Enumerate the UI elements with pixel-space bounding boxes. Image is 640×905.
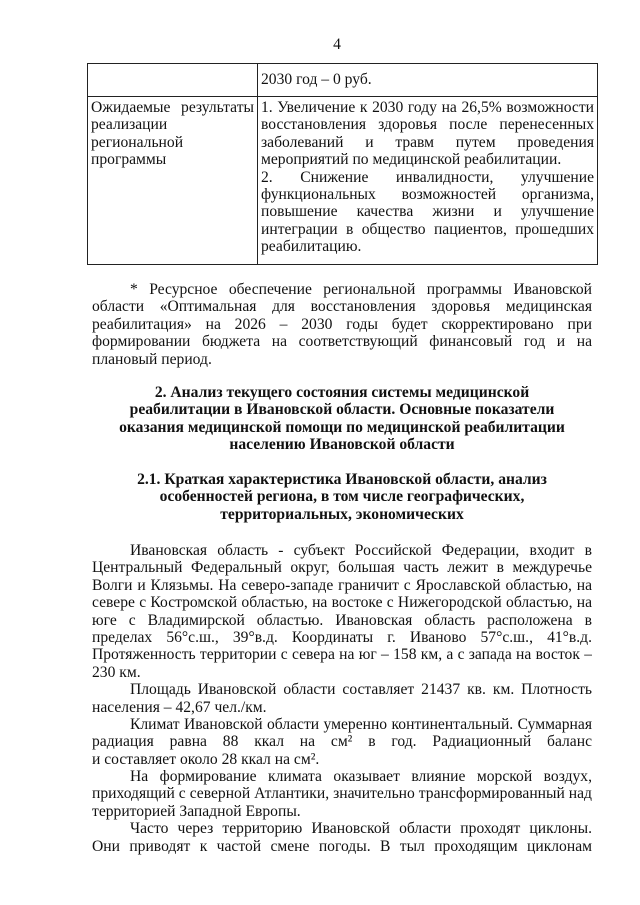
paragraph	[92, 716, 592, 768]
footnote-line: реабилитация» на 2026 – 2030 годы будет скорректировано при	[92, 315, 592, 333]
heading-line: территориальных, экономических	[220, 505, 464, 523]
paragraph-line: Ивановская область - субъект Российской Федерации, входит в	[130, 542, 592, 559]
paragraph-line: На формирование климата оказывает влияние морской воздух,	[130, 768, 592, 786]
footnote-line: области «Оптимальная для восстановления здоровья медицинская	[92, 298, 592, 316]
cell-line: региональной	[91, 133, 184, 151]
paragraph-line: территорией Западной Европы.	[92, 802, 301, 820]
cell-line: программы	[91, 151, 167, 169]
subsection-heading	[92, 471, 592, 523]
cell-line: 2030 год – 0 руб.	[261, 71, 372, 88]
heading-line: населению Ивановской области	[229, 436, 455, 454]
paragraph	[92, 681, 592, 716]
paragraph-line: Часто через территорию Ивановской области проходят циклоны.	[130, 820, 592, 838]
table-row	[88, 97, 598, 265]
paragraph	[92, 768, 592, 820]
paragraph-line: пределах 56°с.ш., 39°в.д. Координаты г. Иваново 57°с.ш., 41°в.д.	[92, 628, 592, 646]
footnote-line: * Ресурсное обеспечение региональной программы Ивановской	[130, 281, 592, 298]
table-cell-label	[88, 64, 258, 97]
heading-line: оказания медицинской помощи по медицинской реабилитации	[119, 418, 565, 436]
table-cell-value	[258, 64, 598, 97]
paragraph-line: юге с Владимирской областью. Ивановская область расположена в	[92, 611, 592, 629]
paragraph	[92, 542, 592, 681]
cell-line: Ожидаемые результаты	[91, 99, 254, 116]
cell-line: реализации	[91, 116, 168, 134]
table-cell-value	[258, 97, 598, 265]
cell-line: интеграции в общество пациентов, прошедших	[261, 220, 594, 238]
paragraph-line: радиация равна 88 ккал на см² в год. Радиационный баланс	[92, 733, 592, 751]
heading-line: 2.1. Краткая характеристика Ивановской области, анализ	[137, 471, 547, 488]
body-text	[92, 542, 592, 855]
heading-line: 2. Анализ текущего состояния системы медицинской	[154, 384, 530, 401]
heading-line: реабилитации в Ивановской области. Основные показатели	[129, 401, 555, 419]
page-number: 4	[333, 36, 341, 53]
cell-line: повышение качества жизни и улучшение	[261, 203, 594, 221]
cell-line: заболеваний и травм путем проведения	[261, 133, 594, 151]
paragraph-line: 230 км.	[92, 663, 141, 681]
footnote-line: формировании бюджета на соответствующий финансовый год и на	[92, 333, 592, 351]
cell-line: функциональных возможностей организма,	[261, 185, 594, 203]
cell-line: реабилитацию.	[261, 238, 362, 256]
cell-line: 2. Снижение инвалидности, улучшение	[261, 168, 594, 186]
paragraph-line: и составляет около 28 ккал на см².	[92, 750, 320, 768]
cell-line: 1. Увеличение к 2030 году на 26,5% возможности	[261, 99, 594, 116]
paragraph-line: Площадь Ивановской области составляет 21437 кв. км. Плотность	[130, 681, 592, 699]
table-row	[88, 64, 598, 97]
paragraph-line: Волги и Клязьмы. На северо-западе граничит с Ярославской областью, на	[92, 576, 592, 594]
paragraph-line: Они приводят к частой смене погоды. В тыл проходящим циклонам	[92, 837, 592, 855]
table-cell-label	[88, 97, 258, 265]
paragraph-line: Климат Ивановской области умеренно континентальный. Суммарная	[130, 715, 592, 733]
cell-line: мероприятий по медицинской реабилитации.	[261, 151, 562, 169]
paragraph-line: Центральный Федеральный округ, большая часть лежит в междуречье	[92, 559, 592, 577]
paragraph-line: населения – 42,67 чел./км.	[92, 698, 267, 716]
footnote-line: плановый период.	[92, 350, 212, 368]
cell-line: восстановления здоровья после перенесенных	[261, 116, 594, 134]
paragraph-line: севере с Костромской областью, на востоке с Нижегородской областью, на	[92, 594, 592, 612]
paragraph	[92, 820, 592, 855]
paragraph-line: Протяженность территории с севера на юг – 158 км, а с запада на восток –	[92, 646, 592, 664]
heading-line: особенностей региона, в том числе географических,	[159, 488, 525, 506]
footnote	[92, 281, 592, 368]
section-heading	[92, 384, 592, 454]
paragraph-line: приходящий с северной Атлантики, значительно трансформированный над	[92, 785, 592, 803]
program-passport-table	[87, 63, 598, 265]
